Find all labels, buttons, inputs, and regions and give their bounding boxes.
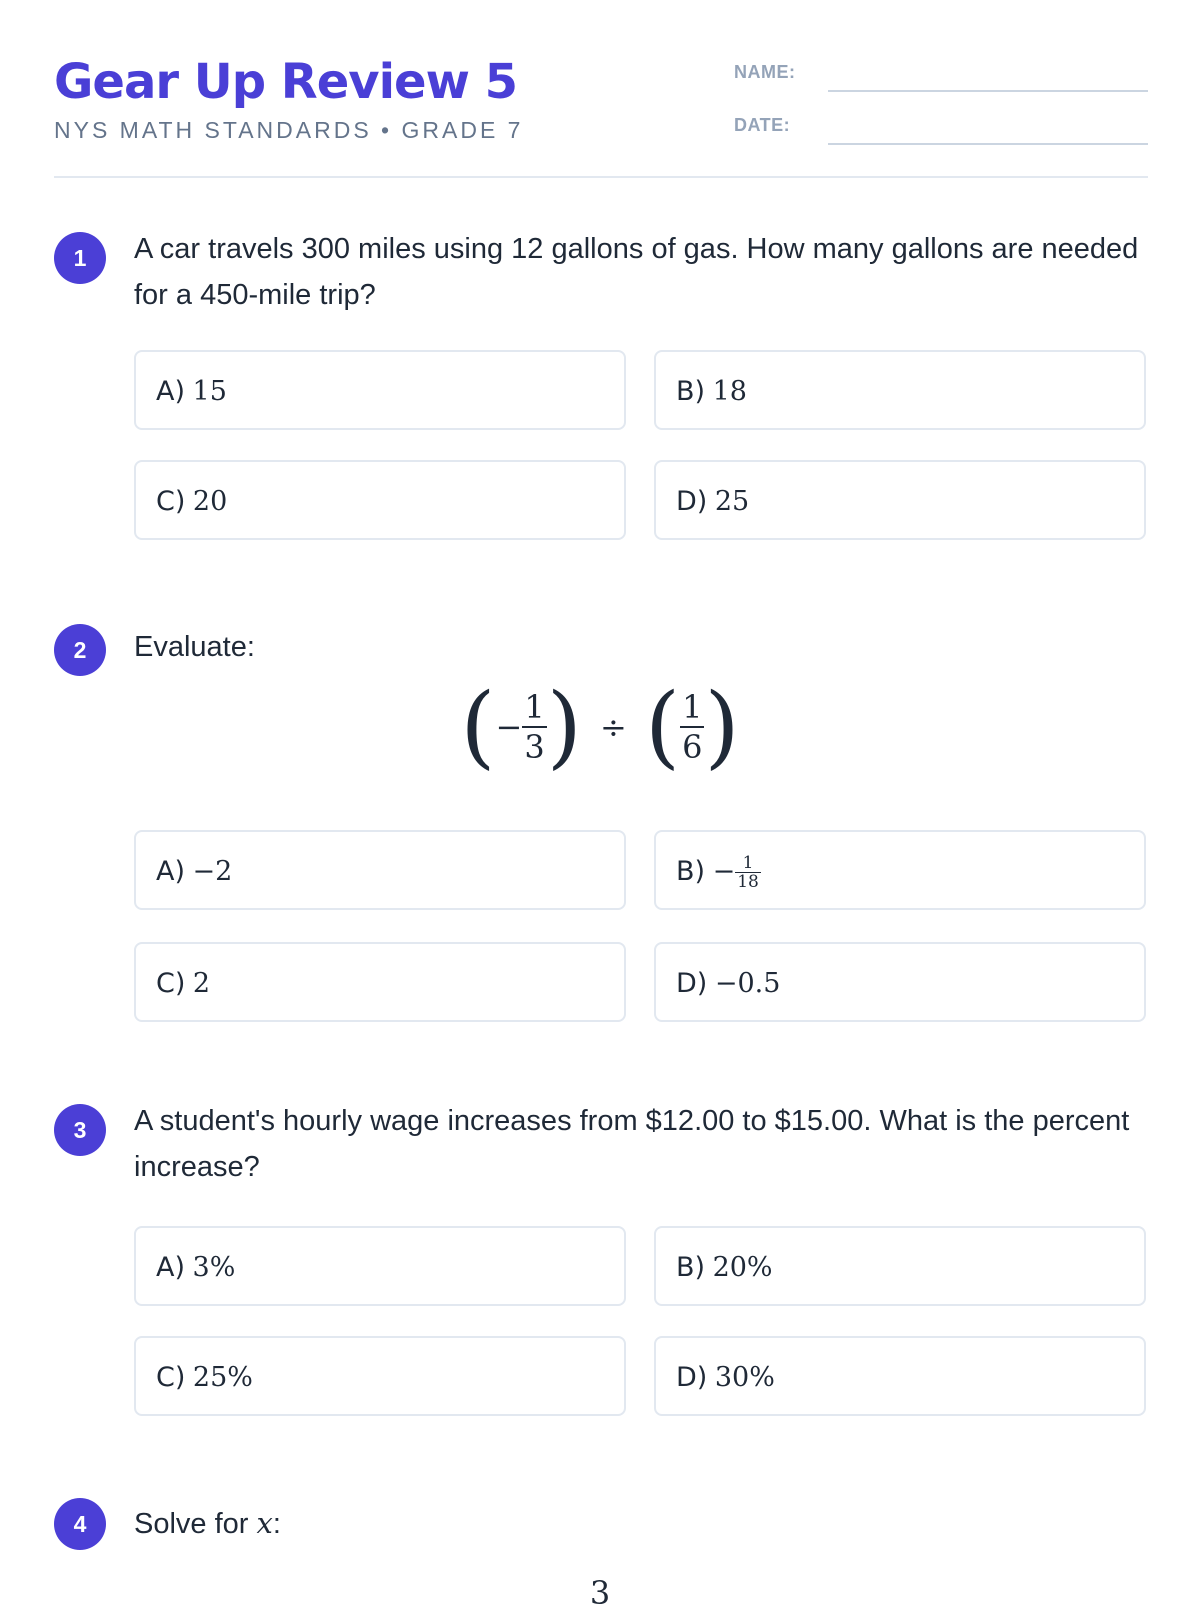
- variable: x: [256, 1506, 273, 1540]
- choice-label: C) 2: [156, 968, 211, 999]
- choice-label: A) 3%: [156, 1252, 236, 1283]
- worksheet-header: [54, 0, 1148, 178]
- math-expression: 3: [589, 1574, 611, 1612]
- question-text: A student's hourly wage increases from $12.00 to $15.00. What is the percent increase?: [134, 1105, 1130, 1183]
- question-number-badge: 4: [54, 1498, 106, 1550]
- choice-label: D) −0.5: [676, 968, 781, 999]
- choice-a[interactable]: [134, 1226, 626, 1306]
- name-label: NAME:: [734, 62, 796, 82]
- choice-d[interactable]: [654, 1336, 1146, 1416]
- question-number-badge: 2: [54, 624, 106, 676]
- choice-label: D) 25: [676, 486, 750, 517]
- date-field[interactable]: [828, 143, 1148, 145]
- choice-label: D) 30%: [676, 1362, 775, 1393]
- choice-label: B) 20%: [676, 1252, 773, 1283]
- choice-d[interactable]: [654, 460, 1146, 540]
- page-subtitle: NYS MATH STANDARDS • GRADE 7: [54, 117, 524, 143]
- choice-c[interactable]: [134, 1336, 626, 1416]
- choice-b[interactable]: [654, 1226, 1146, 1306]
- choice-b[interactable]: [654, 350, 1146, 430]
- name-field[interactable]: [828, 90, 1148, 92]
- choice-c[interactable]: [134, 460, 626, 540]
- worksheet-page: [54, 0, 1148, 1612]
- choice-label: C) 25%: [156, 1362, 253, 1393]
- question-number-badge: 3: [54, 1104, 106, 1156]
- choice-a[interactable]: [134, 350, 626, 430]
- question-text: Evaluate:: [134, 631, 255, 663]
- math-expression: (− $\frac{1}{3}$ ) ÷ ( $\frac{1}{6}$ ): [460, 674, 740, 779]
- question-number-badge: 1: [54, 232, 106, 284]
- choice-label: C) 20: [156, 486, 228, 517]
- choice-d[interactable]: [654, 942, 1146, 1022]
- choice-label: A) 15: [156, 376, 227, 407]
- fraction: $\frac{1}{18}$: [737, 853, 759, 893]
- choice-label: B) − $\frac{1}{18}$: [676, 853, 759, 893]
- choice-label: B) 18: [676, 376, 747, 407]
- question-text: Solve for x:: [134, 1506, 281, 1540]
- choice-a[interactable]: [134, 830, 626, 910]
- choice-c[interactable]: [134, 942, 626, 1022]
- page-title: Gear Up Review 5: [54, 54, 518, 110]
- date-label: DATE:: [734, 115, 791, 135]
- question-text: A car travels 300 miles using 12 gallons of gas. How many gallons are needed for a 450-mile trip?: [134, 233, 1139, 311]
- choice-b[interactable]: [654, 830, 1146, 910]
- choice-label: A) −2: [156, 856, 233, 887]
